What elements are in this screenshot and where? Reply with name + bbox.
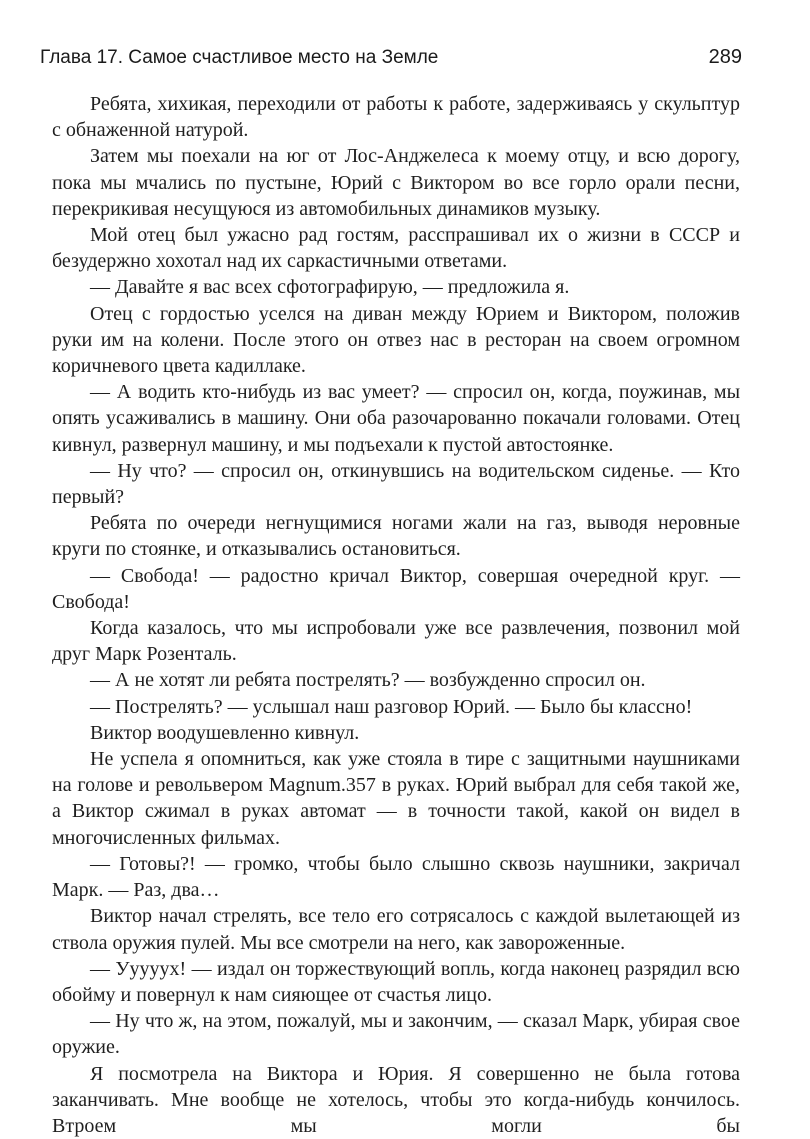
chapter-title: Глава 17. Самое счастливое место на Земле [40, 47, 439, 68]
paragraph: Не успела я опомниться, как уже стояла в тире с защитными наушниками на голове и револьвером Magnum.357 в руках. Юрий выбрал для себя такой же, а Виктор сжимал в руках автомат — в точности такой, какой он видел в многочисленных фильмах. [52, 748, 740, 849]
paragraph: — Свобода! — радостно кричал Виктор, совершая очередной круг. — Свобода! [52, 564, 740, 613]
paragraph: — А не хотят ли ребята пострелять? — возбужденно спросил он. [90, 669, 646, 692]
paragraph: — Готовы?! — громко, чтобы было слышно сквозь наушники, закричал Марк. — Раз, два… [52, 852, 740, 902]
paragraph: Отец с гордостью уселся на диван между Юрием и Виктором, положив руки им на колени. После этого он отвез нас в ресторан на своем огромном коричневого цвета кадиллаке. [52, 302, 740, 378]
paragraph: Когда казалось, что мы испробовали уже все развлечения, позвонил мой друг Марк Розенталь. [52, 617, 740, 666]
paragraph: Ребята по очереди негнущимися ногами жали на газ, выводя неровные круги по стоянке, и отказывались остановиться. [52, 512, 740, 561]
paragraph: Виктор начал стрелять, все тело его сотрясалось с каждой вылетающей из ствола оружия пулей. Мы все смотрели на него, как завороженные. [52, 905, 740, 954]
paragraph: Затем мы поехали на юг от Лос-Анджелеса к моему отцу, и всю дорогу, пока мы мчались по пустыне, Юрий с Виктором во все горло орали песни, перекрикивая несущуюся из автомобильных динамиков музыку. [52, 145, 740, 220]
paragraph: Я посмотрела на Виктора и Юрия. Я совершенно не была готова заканчивать. Мне вообще не хотелось, чтобы это когда-нибудь кончилось. Втроем мы могли бы [52, 1062, 740, 1137]
paragraph: — А водить кто-нибудь из вас умеет? — спросил он, когда, поужинав, мы опять усаживались в машину. Они оба разочарованно покачали головами. Отец кивнул, развернул машину, и мы подъехали к пустой автостоянке. [52, 381, 740, 456]
paragraph: — Ну что ж, на этом, пожалуй, мы и закончим, — сказал Марк, убирая свое оружие. [52, 1010, 740, 1059]
paragraph: Ребята, хихикая, переходили от работы к работе, задерживаясь у скульптур с обнаженной натурой. [52, 93, 740, 142]
running-header [40, 46, 742, 76]
paragraph: Виктор воодушевленно кивнул. [90, 721, 360, 744]
paragraph: — Пострелять? — услышал наш разговор Юрий. — Было бы классно! [90, 695, 693, 718]
paragraph: — Давайте я вас всех сфотографирую, — предложила я. [90, 276, 570, 299]
body-text [52, 91, 740, 1139]
paragraph: Мой отец был ужасно рад гостям, расспрашивал их о жизни в СССР и безудержно хохотал над их саркастичными ответами. [52, 224, 740, 273]
paragraph: — Ууууух! — издал он торжествующий вопль, когда наконец разрядил всю обойму и повернул к нам сияющее от счастья лицо. [52, 957, 740, 1006]
page-number: 289 [708, 46, 742, 68]
paragraph: — Ну что? — спросил он, откинувшись на водительском сиденье. — Кто первый? [52, 459, 740, 509]
